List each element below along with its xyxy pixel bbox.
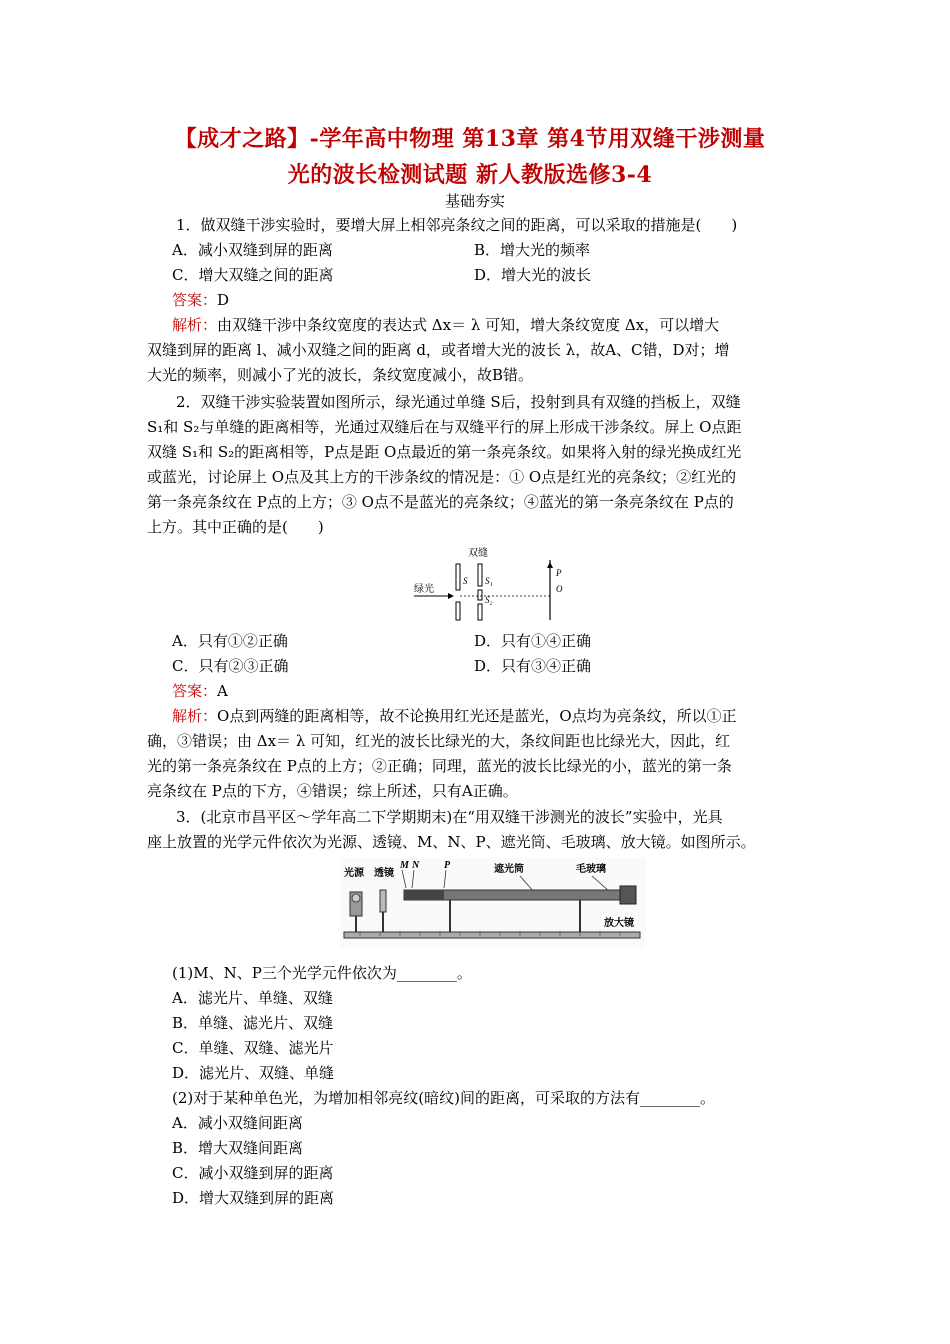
q1-option-b: B．增大光的频率 (474, 241, 591, 259)
q2-analysis-line-1 (172, 707, 737, 725)
q2-stem-line-3: 双缝 S₁和 S₂的距离相等，P点是距 O点最近的第一条亮条纹。如果将入射的绿光换成红光 (147, 443, 742, 461)
q2-option-c: C．只有②③正确 (172, 657, 289, 675)
shading-tube-label: 遮光筒 (494, 864, 524, 875)
p-arrow (547, 562, 553, 568)
answer-label: 答案： (172, 291, 218, 309)
m-label: M (400, 860, 409, 871)
slit-s-label: S (463, 576, 468, 586)
q1-analysis-line-2: 双缝到屏的距离 l、减小双缝之间的距离 d，或者增大光的波长 λ，故A、C错，D对；增 (147, 341, 730, 359)
q1-option-d: D．增大光的波长 (474, 266, 592, 284)
answer-value: A (217, 682, 228, 700)
q2-answer (172, 682, 228, 700)
answer-value: D (217, 291, 230, 309)
section-heading: 基础夯实 (444, 192, 505, 210)
q2-option-b: D．只有①④正确 (474, 632, 592, 650)
slit-s2-label: S₂ (485, 595, 493, 605)
q2-stem-line-5: 第一条亮条纹在 P点的上方；③ O点不是蓝光的亮条纹；④蓝光的第一条亮条纹在 P点的 (147, 493, 734, 511)
q3-stem-line-2: 座上放置的光学元件依次为光源、透镜、M、N、P、遮光筒、毛玻璃、放大镜。如图所示。 (147, 833, 756, 851)
q3-sub1-option-d: D．滤光片、双缝、单缝 (172, 1064, 335, 1082)
analysis-label: 解析： (172, 707, 218, 725)
double-slit-label: 双缝 (468, 548, 488, 559)
q3-sub2-stem: (2)对于某种单色光，为增加相邻亮纹(暗纹)间的距离，可采取的方法有________。 (172, 1089, 715, 1107)
q2-stem-line-2: S₁和 S₂与单缝的距离相等，光通过双缝后在与双缝平行的屏上形成干涉条纹。屏上 O点距 (147, 418, 742, 436)
answer-label: 答案： (172, 682, 218, 700)
single-slit-barrier-bottom (456, 602, 460, 620)
double-slit-diagram (412, 544, 578, 622)
q2-analysis-line-4: 亮条纹在 P点的下方，④错误；综上所述，只有A正确。 (147, 782, 518, 800)
q1-answer (172, 291, 229, 309)
q1-analysis-line-1 (172, 316, 719, 334)
double-slit-barrier-top (478, 564, 482, 586)
q1-stem: 1．做双缝干涉实验时，要增大屏上相邻亮条纹之间的距离，可以采取的措施是( ) (176, 216, 738, 234)
n-label: N (412, 860, 420, 871)
slit-s1-label: S₁ (485, 576, 493, 586)
q3-sub2-option-c: C．减小双缝到屏的距离 (172, 1164, 334, 1182)
magnifier-eyepiece (620, 886, 636, 904)
lens-label: 透镜 (374, 868, 394, 879)
analysis-text: O点到两缝的距离相等，故不论换用红光还是蓝光，O点均为亮条纹，所以①正 (217, 707, 737, 725)
document-title-line-2: 光的波长检测试题 新人教版选修3-4 (287, 162, 653, 188)
single-slit-barrier-top (456, 564, 460, 590)
q2-option-a: A．只有①②正确 (172, 632, 288, 650)
q2-stem-line-6: 上方。其中正确的是( ) (147, 518, 324, 536)
q2-analysis-line-2: 确，③错误；由 Δx＝ λ 可知，红光的波长比绿光的大，条纹间距也比绿光大，因此，红 (147, 732, 731, 750)
q3-sub2-option-a: A．减小双缝间距离 (172, 1114, 303, 1132)
lens (380, 890, 386, 912)
point-o-label: O (556, 584, 563, 594)
point-p-label: P (556, 568, 562, 578)
q1-option-c: C．增大双缝之间的距离 (172, 266, 334, 284)
green-light-label: 绿光 (414, 584, 434, 595)
light-source-label: 光源 (344, 868, 364, 879)
incident-arrow-head (448, 593, 454, 599)
double-slit-barrier-middle (478, 590, 482, 600)
filter-assembly (404, 890, 444, 900)
q3-sub1-stem: (1)M、N、P三个光学元件依次为________。 (172, 964, 472, 982)
q3-sub2-option-b: B．增大双缝间距离 (172, 1139, 304, 1157)
analysis-label: 解析： (172, 316, 218, 334)
optical-rail (344, 932, 640, 938)
p-label: P (444, 860, 451, 871)
q3-sub2-option-d: D．增大双缝到屏的距离 (172, 1189, 335, 1207)
double-slit-barrier-bottom (478, 604, 482, 620)
q1-option-a: A．减小双缝到屏的距离 (172, 241, 333, 259)
q3-sub1-option-a: A．滤光片、单缝、双缝 (172, 989, 333, 1007)
q2-option-d: D．只有③④正确 (474, 657, 592, 675)
q2-stem-line-1: 2．双缝干涉实验装置如图所示，绿光通过单缝 S后，投射到具有双缝的挡板上，双缝 (176, 393, 741, 411)
q3-sub1-option-b: B．单缝、滤光片、双缝 (172, 1014, 334, 1032)
magnifier-label: 放大镜 (604, 918, 634, 929)
document-title-line-1: 【成才之路】-学年高中物理 第13章 第4节用双缝干涉测量 (174, 126, 766, 152)
q2-stem-line-4: 或蓝光，讨论屏上 O点及其上方的干涉条纹的情况是：① O点是红光的亮条纹；②红光的 (147, 468, 737, 486)
analysis-text: 由双缝干涉中条纹宽度的表达式 Δx＝ λ 可知，增大条纹宽度 Δx，可以增大 (217, 316, 720, 334)
q2-analysis-line-3: 光的第一条亮条纹在 P点的上方；②正确；同理，蓝光的波长比绿光的小，蓝光的第一条 (147, 757, 732, 775)
q3-sub1-option-c: C．单缝、双缝、滤光片 (172, 1039, 334, 1057)
q3-stem-line-1: 3．(北京市昌平区～学年高二下学期期末)在“用双缝干涉测光的波长”实验中，光具 (176, 808, 723, 826)
optical-bench-figure (340, 858, 646, 948)
ground-glass-label: 毛玻璃 (576, 864, 606, 875)
q1-analysis-line-3: 大光的频率，则减小了光的波长，条纹宽度减小，故B错。 (147, 366, 534, 384)
